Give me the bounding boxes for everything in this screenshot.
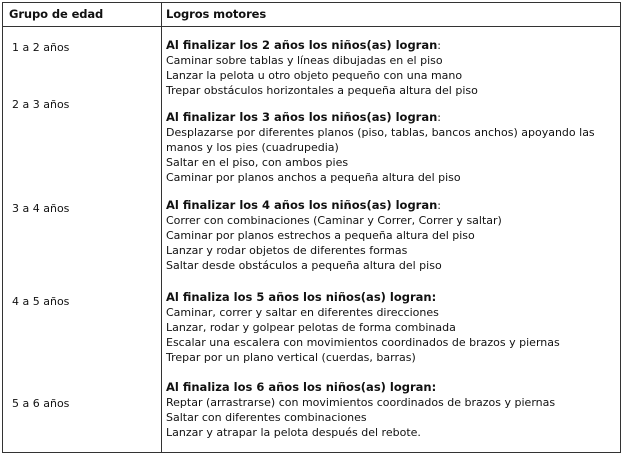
age-group-label: 4 a 5 años <box>12 295 70 308</box>
achievement-item: Lanzar la pelota u otro objeto pequeño con una mano <box>166 69 463 82</box>
achievement-title: Al finalizar los 3 años los niños(as) logran: <box>166 110 442 124</box>
header-motor-achievements: Logros motores <box>166 7 267 21</box>
header-age-group: Grupo de edad <box>9 7 104 21</box>
achievement-item: Caminar por planos anchos a pequeña altura del piso <box>166 171 461 184</box>
motor-skills-table <box>2 2 621 453</box>
achievement-item: Saltar en el piso, con ambos pies <box>166 156 349 169</box>
age-group-label: 5 a 6 años <box>12 397 70 410</box>
achievement-title: Al finalizar los 2 años los niños(as) logran: <box>166 38 442 52</box>
age-group-label: 3 a 4 años <box>12 202 70 215</box>
header-divider <box>3 26 620 27</box>
achievement-item: Correr con combinaciones (Caminar y Correr, Correr y saltar) <box>166 214 502 227</box>
achievement-block <box>166 290 618 365</box>
column-divider <box>161 3 162 452</box>
achievement-item: Escalar una escalera con movimientos coordinados de brazos y piernas <box>166 336 560 349</box>
achievement-block <box>166 380 618 440</box>
achievement-block <box>166 110 618 185</box>
achievement-block <box>166 38 618 98</box>
achievement-item: Trepar obstáculos horizontales a pequeña altura del piso <box>166 84 478 97</box>
achievement-item: Caminar, correr y saltar en diferentes direcciones <box>166 306 439 319</box>
achievement-title: Al finalizar los 4 años los niños(as) logran: <box>166 198 442 212</box>
achievement-title: Al finaliza los 5 años los niños(as) logran: <box>166 290 437 304</box>
achievement-item: Caminar sobre tablas y líneas dibujadas en el piso <box>166 54 443 67</box>
achievement-item: Reptar (arrastrarse) con movimientos coordinados de brazos y piernas <box>166 396 556 409</box>
achievement-item: Lanzar y atrapar la pelota después del rebote. <box>166 426 421 439</box>
achievement-item: Saltar con diferentes combinaciones <box>166 411 367 424</box>
achievement-item: Desplazarse por diferentes planos (piso, tablas, bancos anchos) apoyando las manos y los pies (cuadrupedia) <box>166 126 595 154</box>
age-group-label: 2 a 3 años <box>12 98 70 111</box>
achievement-item: Caminar por planos estrechos a pequeña altura del piso <box>166 229 475 242</box>
achievement-item: Lanzar y rodar objetos de diferentes formas <box>166 244 408 257</box>
achievement-title: Al finaliza los 6 años los niños(as) logran: <box>166 380 437 394</box>
achievement-item: Trepar por un plano vertical (cuerdas, barras) <box>166 351 416 364</box>
achievement-block <box>166 198 618 273</box>
age-group-label: 1 a 2 años <box>12 41 70 54</box>
achievement-item: Lanzar, rodar y golpear pelotas de forma combinada <box>166 321 456 334</box>
achievement-item: Saltar desde obstáculos a pequeña altura del piso <box>166 259 442 272</box>
